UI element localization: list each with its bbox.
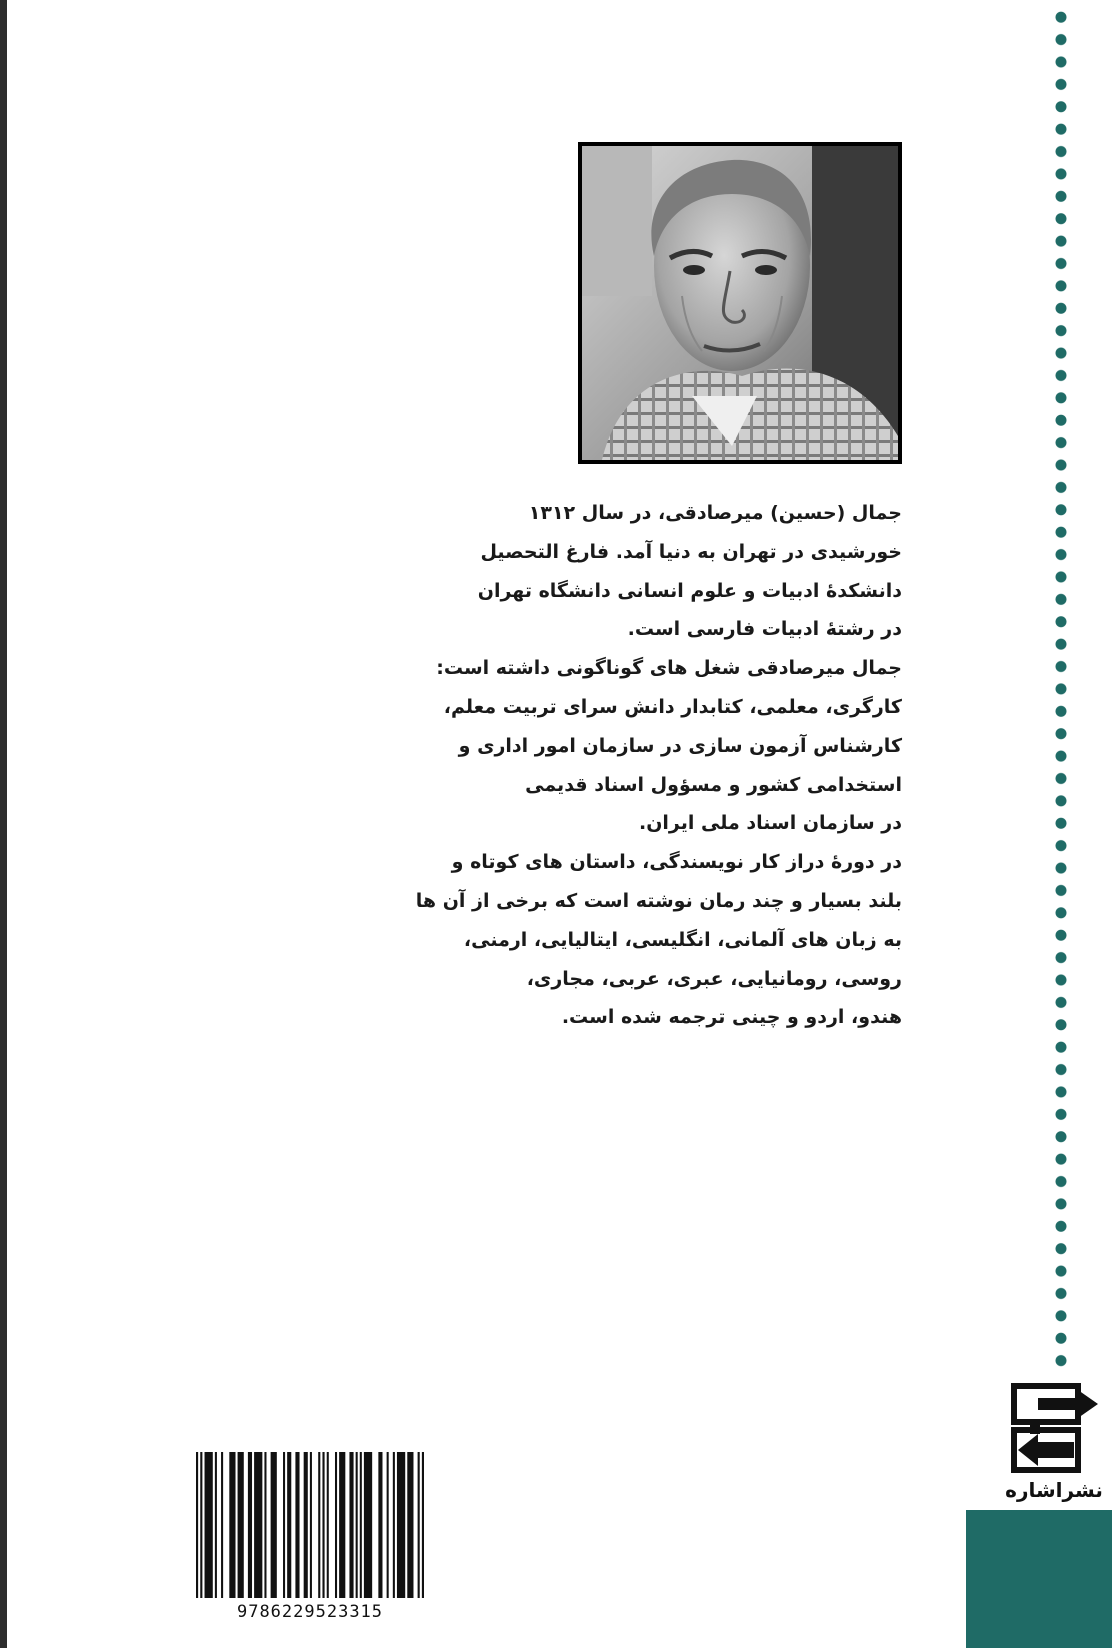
bio-line: دانشکدهٔ ادبیات و علوم انسانی دانشگاه تهران: [477, 579, 902, 602]
barcode-bar: [215, 1452, 217, 1598]
teal-corner-block: [966, 1510, 1112, 1648]
barcode-bar: [356, 1452, 358, 1598]
barcode-bar: [360, 1452, 362, 1598]
barcode-bar: [287, 1452, 291, 1598]
bio-line: کارگری، معلمی، کتابدار دانش سرای تربیت معلم،: [443, 695, 902, 718]
barcode-bar: [322, 1452, 324, 1598]
bio-line: هندو، اردو و چینی ترجمه شده است.: [561, 1006, 902, 1029]
barcode-bar: [407, 1452, 413, 1598]
bio-line: استخدامی کشور و مسؤول اسناد قدیمی: [525, 773, 902, 796]
barcode-bar: [229, 1452, 235, 1598]
barcode-bar: [349, 1452, 353, 1598]
barcode-bar: [304, 1452, 308, 1598]
bio-line: کارشناس آزمون سازی در سازمان امور اداری و: [458, 734, 902, 757]
barcode-bar: [318, 1452, 320, 1598]
barcode-bar: [378, 1452, 382, 1598]
barcode-bar: [238, 1452, 244, 1598]
barcode-bar: [221, 1452, 223, 1598]
barcode-bar: [295, 1452, 299, 1598]
author-photo: [578, 142, 902, 464]
bio-line: جمال (حسین) میرصادقی، در سال ۱۳۱۲: [528, 502, 902, 524]
author-biography: [415, 494, 902, 1037]
barcode-bar: [205, 1452, 213, 1598]
barcode-bar: [196, 1452, 198, 1598]
bio-line: خورشیدی در تهران به دنیا آمد. فارغ التحصیل: [480, 540, 902, 563]
bio-line: جمال میرصادقی شغل های گوناگونی داشته است:: [436, 657, 902, 680]
barcode-bar: [248, 1452, 252, 1598]
barcode-bar: [335, 1452, 337, 1598]
cover-edge-line: [0, 0, 7, 1648]
bio-line: در دورهٔ دراز کار نویسندگی، داستان های کوتاه و: [451, 851, 902, 874]
barcode-bar: [200, 1452, 202, 1598]
isbn-barcode: [192, 1452, 428, 1624]
publisher-name: نشراشاره: [1005, 1478, 1103, 1502]
barcode-bar: [283, 1452, 285, 1598]
bio-line: در سازمان اسناد ملی ایران.: [638, 812, 902, 835]
publisher-logo-icon: [1008, 1380, 1104, 1476]
bio-line: به زبان های آلمانی، انگلیسی، ایتالیایی، ارمنی،: [463, 928, 902, 951]
barcode-bar: [422, 1452, 424, 1598]
barcode-bar: [387, 1452, 389, 1598]
author-portrait-image: [582, 146, 898, 460]
barcode-bar: [339, 1452, 345, 1598]
barcode-bar: [418, 1452, 420, 1598]
dotted-border: [1053, 6, 1069, 1372]
barcode-bar: [271, 1452, 277, 1598]
bio-line: در رشتهٔ ادبیات فارسی است.: [627, 618, 902, 641]
barcode-bar: [397, 1452, 405, 1598]
barcode-bars: [192, 1452, 428, 1598]
barcode-bar: [264, 1452, 266, 1598]
barcode-bar: [310, 1452, 312, 1598]
barcode-bar: [327, 1452, 329, 1598]
isbn-number: 9786229523315: [236, 1602, 384, 1622]
bio-line: بلند بسیار و چند رمان نوشته است که برخی از آن ها: [415, 889, 902, 912]
barcode-bar: [393, 1452, 395, 1598]
barcode-bar: [254, 1452, 262, 1598]
barcode-bar: [364, 1452, 372, 1598]
bio-line: روسی، رومانیایی، عبری، عربی، مجاری،: [526, 967, 902, 990]
